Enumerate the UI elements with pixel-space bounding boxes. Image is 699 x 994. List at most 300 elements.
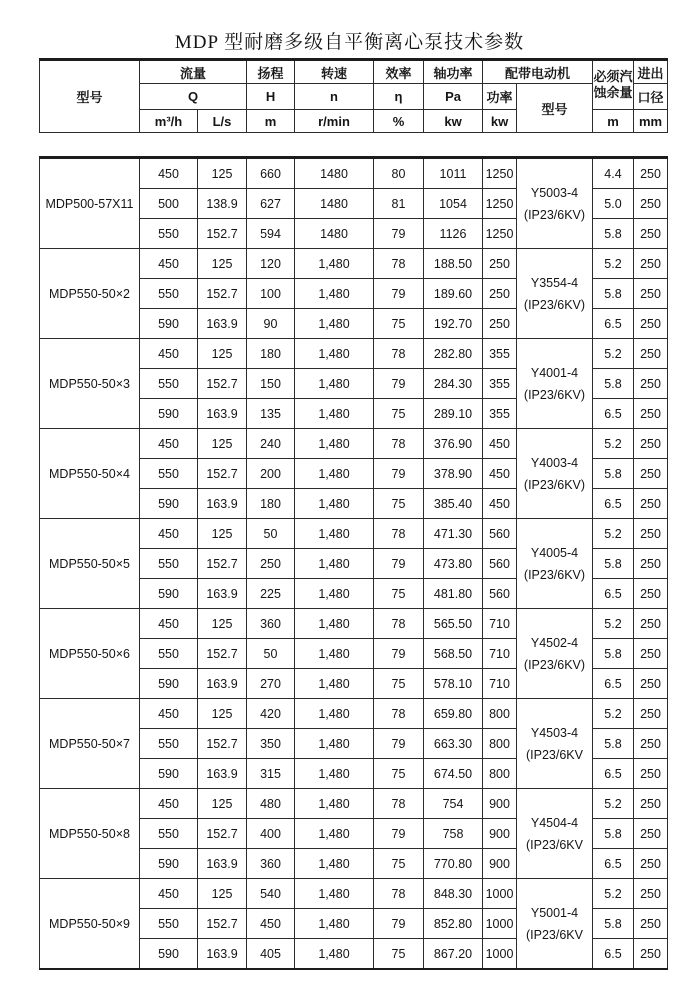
head-cell: 400 [247,819,295,849]
head-cell: 450 [247,909,295,939]
npsh-cell: 5.8 [593,279,634,309]
motor-model-cell [517,789,593,879]
flow-m3h-cell: 590 [140,309,198,339]
header-motor-power: 功率 [483,84,517,110]
diameter-cell: 250 [634,219,668,249]
motor-power-cell: 560 [483,549,517,579]
head-cell: 150 [247,369,295,399]
motor-model-line1: Y4001-4 [530,365,579,380]
pump-table-header [39,58,668,133]
speed-cell: 1,480 [295,279,374,309]
efficiency-cell: 78 [374,609,424,639]
head-cell: 594 [247,219,295,249]
head-cell: 135 [247,399,295,429]
diameter-cell: 250 [634,669,668,699]
motor-power-cell: 710 [483,609,517,639]
diameter-cell: 250 [634,909,668,939]
npsh-cell: 5.8 [593,639,634,669]
npsh-cell: 6.5 [593,939,634,970]
shaft-power-cell: 867.20 [424,939,483,970]
motor-model-line1: Y4503-4 [530,725,579,740]
flow-ls-cell: 152.7 [198,549,247,579]
efficiency-cell: 78 [374,879,424,909]
motor-model-cell [517,879,593,970]
efficiency-cell: 75 [374,669,424,699]
flow-ls-cell: 125 [198,158,247,189]
pump-model-cell: MDP550-50×7 [40,699,140,789]
speed-cell: 1,480 [295,309,374,339]
head-cell: 360 [247,609,295,639]
pump-model-cell: MDP550-50×4 [40,429,140,519]
flow-ls-cell: 163.9 [198,669,247,699]
motor-model-line2: (IP23/6KV) [523,207,586,222]
flow-m3h-cell: 550 [140,639,198,669]
diameter-cell: 250 [634,158,668,189]
head-cell: 50 [247,519,295,549]
efficiency-cell: 75 [374,849,424,879]
header-diameter-line1: 进出 [634,60,668,84]
flow-ls-cell: 125 [198,879,247,909]
diameter-cell: 250 [634,879,668,909]
diameter-cell: 250 [634,189,668,219]
table-row [40,519,668,549]
motor-power-cell: 1250 [483,158,517,189]
diameter-cell: 250 [634,279,668,309]
speed-cell: 1,480 [295,519,374,549]
flow-m3h-cell: 450 [140,158,198,189]
flow-ls-cell: 163.9 [198,759,247,789]
speed-cell: 1,480 [295,789,374,819]
speed-cell: 1480 [295,158,374,189]
motor-power-cell: 560 [483,579,517,609]
speed-cell: 1,480 [295,639,374,669]
speed-cell: 1,480 [295,849,374,879]
flow-m3h-cell: 550 [140,459,198,489]
efficiency-cell: 78 [374,429,424,459]
efficiency-cell: 79 [374,279,424,309]
efficiency-cell: 75 [374,399,424,429]
page-title: MDP 型耐磨多级自平衡离心泵技术参数 [174,32,525,53]
diameter-cell: 250 [634,789,668,819]
shaft-power-cell: 284.30 [424,369,483,399]
motor-power-cell: 1000 [483,909,517,939]
flow-m3h-cell: 590 [140,579,198,609]
head-cell: 240 [247,429,295,459]
motor-power-cell: 900 [483,789,517,819]
motor-power-cell: 250 [483,279,517,309]
diameter-cell: 250 [634,249,668,279]
pump-table [39,156,668,970]
head-cell: 627 [247,189,295,219]
npsh-cell: 6.5 [593,489,634,519]
motor-power-cell: 710 [483,639,517,669]
efficiency-cell: 75 [374,579,424,609]
npsh-cell: 5.2 [593,789,634,819]
speed-cell: 1,480 [295,909,374,939]
motor-power-cell: 800 [483,729,517,759]
motor-power-cell: 450 [483,489,517,519]
flow-m3h-cell: 550 [140,819,198,849]
motor-model-cell [517,609,593,699]
header-motor-group: 配带电动机 [483,60,593,84]
head-cell: 180 [247,489,295,519]
diameter-cell: 250 [634,759,668,789]
pump-model-cell: MDP550-50×5 [40,519,140,609]
flow-m3h-cell: 450 [140,609,198,639]
efficiency-cell: 79 [374,219,424,249]
motor-model-cell [517,699,593,789]
motor-power-cell: 900 [483,849,517,879]
motor-power-cell: 1250 [483,219,517,249]
speed-cell: 1480 [295,219,374,249]
flow-m3h-cell: 450 [140,249,198,279]
diameter-cell: 250 [634,549,668,579]
npsh-cell: 6.5 [593,399,634,429]
diameter-cell: 250 [634,369,668,399]
efficiency-cell: 79 [374,909,424,939]
flow-ls-cell: 152.7 [198,909,247,939]
flow-ls-cell: 152.7 [198,819,247,849]
shaft-power-cell: 848.30 [424,879,483,909]
diameter-cell: 250 [634,309,668,339]
flow-m3h-cell: 550 [140,909,198,939]
shaft-power-cell: 1126 [424,219,483,249]
npsh-cell: 5.8 [593,729,634,759]
pump-model-cell: MDP550-50×8 [40,789,140,879]
table-row [40,249,668,279]
flow-m3h-cell: 450 [140,699,198,729]
flow-ls-cell: 152.7 [198,219,247,249]
shaft-power-cell: 565.50 [424,609,483,639]
head-cell: 405 [247,939,295,970]
table-row [40,158,668,189]
npsh-cell: 5.8 [593,819,634,849]
flow-m3h-cell: 450 [140,519,198,549]
flow-ls-cell: 125 [198,789,247,819]
motor-power-cell: 250 [483,309,517,339]
diameter-cell: 250 [634,489,668,519]
header-speed: 转速 [295,60,374,84]
speed-cell: 1,480 [295,879,374,909]
npsh-cell: 5.2 [593,249,634,279]
flow-ls-cell: 163.9 [198,399,247,429]
motor-model-line2: (IP23/6KV) [523,477,586,492]
npsh-cell: 5.8 [593,549,634,579]
shaft-power-cell: 471.30 [424,519,483,549]
motor-model-line1: Y4504-4 [530,815,579,830]
diameter-cell: 250 [634,429,668,459]
head-cell: 315 [247,759,295,789]
flow-ls-cell: 152.7 [198,639,247,669]
motor-power-cell: 710 [483,669,517,699]
speed-cell: 1,480 [295,819,374,849]
pump-model-cell: MDP500-57X11 [40,158,140,249]
shaft-power-cell: 376.90 [424,429,483,459]
speed-cell: 1,480 [295,489,374,519]
speed-cell: 1,480 [295,369,374,399]
flow-ls-cell: 152.7 [198,729,247,759]
efficiency-cell: 78 [374,519,424,549]
motor-power-cell: 560 [483,519,517,549]
shaft-power-cell: 473.80 [424,549,483,579]
shaft-power-cell: 663.30 [424,729,483,759]
motor-power-cell: 355 [483,369,517,399]
motor-model-line2: (IP23/6KV) [523,387,586,402]
diameter-cell: 250 [634,699,668,729]
motor-model-line1: Y4005-4 [530,545,579,560]
shaft-power-cell: 568.50 [424,639,483,669]
speed-cell: 1,480 [295,759,374,789]
motor-power-cell: 355 [483,339,517,369]
diameter-cell: 250 [634,849,668,879]
header-head-unit: m [247,110,295,133]
motor-power-cell: 250 [483,249,517,279]
header-speed-symbol: n [295,84,374,110]
speed-cell: 1,480 [295,699,374,729]
motor-power-cell: 1250 [483,189,517,219]
shaft-power-cell: 1054 [424,189,483,219]
header-diameter-unit: mm [634,110,668,133]
motor-model-line1: Y5001-4 [530,905,579,920]
motor-model-line2: (IP23/6KV) [523,657,586,672]
head-cell: 660 [247,158,295,189]
shaft-power-cell: 188.50 [424,249,483,279]
head-cell: 350 [247,729,295,759]
flow-m3h-cell: 550 [140,279,198,309]
header-npsh-line2: 蚀余量 [593,85,633,100]
efficiency-cell: 80 [374,158,424,189]
head-cell: 360 [247,849,295,879]
motor-model-line2: (IP23/6KV) [523,297,586,312]
head-cell: 480 [247,789,295,819]
motor-model-line2: (IP23/6KV) [523,567,586,582]
flow-ls-cell: 163.9 [198,939,247,970]
npsh-cell: 6.5 [593,669,634,699]
motor-power-cell: 450 [483,429,517,459]
flow-ls-cell: 138.9 [198,189,247,219]
npsh-cell: 6.5 [593,579,634,609]
header-diameter-line2: 口径 [634,84,668,110]
header-model: 型号 [40,60,140,133]
table-row [40,609,668,639]
speed-cell: 1,480 [295,429,374,459]
npsh-cell: 5.0 [593,189,634,219]
table-row [40,339,668,369]
head-cell: 90 [247,309,295,339]
header-speed-unit: r/min [295,110,374,133]
speed-cell: 1,480 [295,549,374,579]
shaft-power-cell: 189.60 [424,279,483,309]
npsh-cell: 5.2 [593,519,634,549]
efficiency-cell: 78 [374,789,424,819]
flow-m3h-cell: 450 [140,789,198,819]
efficiency-cell: 81 [374,189,424,219]
npsh-cell: 6.5 [593,849,634,879]
motor-power-cell: 1000 [483,879,517,909]
shaft-power-cell: 852.80 [424,909,483,939]
diameter-cell: 250 [634,339,668,369]
header-efficiency: 效率 [374,60,424,84]
efficiency-cell: 79 [374,729,424,759]
shaft-power-cell: 1011 [424,158,483,189]
header-efficiency-unit: % [374,110,424,133]
efficiency-cell: 75 [374,309,424,339]
shaft-power-cell: 578.10 [424,669,483,699]
motor-power-cell: 800 [483,759,517,789]
npsh-cell: 5.8 [593,909,634,939]
speed-cell: 1,480 [295,939,374,970]
npsh-cell: 5.8 [593,369,634,399]
motor-power-cell: 355 [483,399,517,429]
flow-m3h-cell: 590 [140,939,198,970]
flow-ls-cell: 163.9 [198,579,247,609]
header-shaft-power-unit: kw [424,110,483,133]
pump-table-body [40,158,668,970]
diameter-cell: 250 [634,579,668,609]
speed-cell: 1480 [295,189,374,219]
shaft-power-cell: 282.80 [424,339,483,369]
header-npsh-unit: m [593,110,634,133]
flow-m3h-cell: 450 [140,429,198,459]
flow-ls-cell: 125 [198,519,247,549]
efficiency-cell: 79 [374,459,424,489]
header-npsh [593,60,634,110]
flow-m3h-cell: 590 [140,399,198,429]
flow-ls-cell: 125 [198,609,247,639]
flow-m3h-cell: 590 [140,849,198,879]
flow-m3h-cell: 550 [140,219,198,249]
npsh-cell: 5.8 [593,219,634,249]
head-cell: 120 [247,249,295,279]
flow-ls-cell: 125 [198,429,247,459]
flow-m3h-cell: 590 [140,669,198,699]
shaft-power-cell: 192.70 [424,309,483,339]
diameter-cell: 250 [634,729,668,759]
motor-model-line2: (IP23/6KV [526,837,583,852]
shaft-power-cell: 659.80 [424,699,483,729]
shaft-power-cell: 378.90 [424,459,483,489]
speed-cell: 1,480 [295,399,374,429]
head-cell: 180 [247,339,295,369]
efficiency-cell: 79 [374,819,424,849]
header-motor-power-unit: kw [483,110,517,133]
efficiency-cell: 78 [374,699,424,729]
npsh-cell: 5.2 [593,879,634,909]
motor-power-cell: 800 [483,699,517,729]
speed-cell: 1,480 [295,579,374,609]
motor-model-cell [517,429,593,519]
shaft-power-cell: 674.50 [424,759,483,789]
shaft-power-cell: 754 [424,789,483,819]
diameter-cell: 250 [634,399,668,429]
head-cell: 50 [247,639,295,669]
flow-m3h-cell: 450 [140,879,198,909]
shaft-power-cell: 481.80 [424,579,483,609]
flow-m3h-cell: 500 [140,189,198,219]
speed-cell: 1,480 [295,249,374,279]
flow-ls-cell: 163.9 [198,489,247,519]
flow-ls-cell: 163.9 [198,849,247,879]
header-flow-unit-m3h: m³/h [140,110,198,133]
table-row [40,789,668,819]
header-shaft-power-symbol: Pa [424,84,483,110]
speed-cell: 1,480 [295,729,374,759]
pump-model-cell: MDP550-50×6 [40,609,140,699]
npsh-cell: 6.5 [593,309,634,339]
motor-model-cell [517,519,593,609]
motor-model-cell [517,339,593,429]
flow-ls-cell: 125 [198,339,247,369]
header-motor-model: 型号 [517,84,593,133]
header-flow-symbol: Q [140,84,247,110]
header-flow: 流量 [140,60,247,84]
speed-cell: 1,480 [295,669,374,699]
shaft-power-cell: 770.80 [424,849,483,879]
diameter-cell: 250 [634,609,668,639]
flow-m3h-cell: 590 [140,759,198,789]
diameter-cell: 250 [634,459,668,489]
motor-model-line1: Y4003-4 [530,455,579,470]
npsh-cell: 4.4 [593,158,634,189]
flow-ls-cell: 152.7 [198,369,247,399]
speed-cell: 1,480 [295,609,374,639]
pump-model-cell: MDP550-50×9 [40,879,140,970]
header-efficiency-symbol: η [374,84,424,110]
efficiency-cell: 75 [374,939,424,970]
diameter-cell: 250 [634,819,668,849]
header-head: 扬程 [247,60,295,84]
header-head-symbol: H [247,84,295,110]
head-cell: 270 [247,669,295,699]
motor-power-cell: 1000 [483,939,517,970]
header-shaft-power: 轴功率 [424,60,483,84]
motor-power-cell: 900 [483,819,517,849]
flow-ls-cell: 125 [198,249,247,279]
pump-model-cell: MDP550-50×2 [40,249,140,339]
efficiency-cell: 75 [374,759,424,789]
flow-m3h-cell: 550 [140,369,198,399]
flow-m3h-cell: 450 [140,339,198,369]
motor-model-line1: Y5003-4 [530,185,579,200]
speed-cell: 1,480 [295,459,374,489]
flow-ls-cell: 125 [198,699,247,729]
motor-power-cell: 450 [483,459,517,489]
header-flow-unit-ls: L/s [198,110,247,133]
efficiency-cell: 79 [374,639,424,669]
motor-model-line2: (IP23/6KV [526,747,583,762]
motor-model-line1: Y3554-4 [530,275,579,290]
table-row [40,699,668,729]
efficiency-cell: 79 [374,549,424,579]
efficiency-cell: 78 [374,249,424,279]
shaft-power-cell: 758 [424,819,483,849]
pump-model-cell: MDP550-50×3 [40,339,140,429]
diameter-cell: 250 [634,939,668,970]
motor-model-line2: (IP23/6KV [526,927,583,942]
head-cell: 200 [247,459,295,489]
flow-m3h-cell: 590 [140,489,198,519]
head-cell: 225 [247,579,295,609]
npsh-cell: 5.2 [593,609,634,639]
head-cell: 250 [247,549,295,579]
flow-ls-cell: 163.9 [198,309,247,339]
npsh-cell: 5.2 [593,429,634,459]
table-row [40,879,668,909]
flow-m3h-cell: 550 [140,549,198,579]
flow-ls-cell: 152.7 [198,279,247,309]
table-row [40,429,668,459]
efficiency-cell: 75 [374,489,424,519]
